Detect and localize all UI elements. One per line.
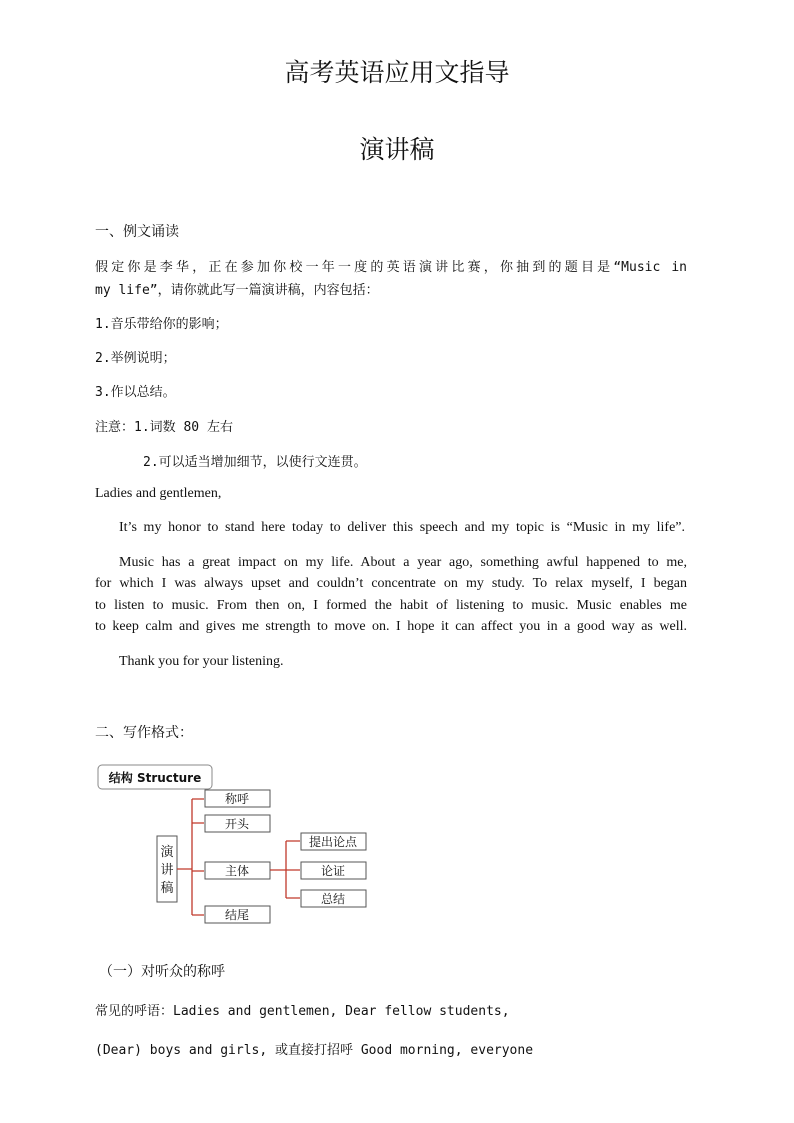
prompt-line: 假定你是李华，正在参加你校一年一度的英语演讲比赛，你抽到的题目是“Music in (95, 260, 687, 275)
requirement-item: 1.音乐带给你的影响； (95, 317, 228, 332)
essay-paragraph: It’s my honor to stand here today to deliver this speech and my topic is “Music in my life”. (119, 520, 685, 535)
note-item: 注意：1.词数 80 左右 (95, 420, 233, 435)
diagram-body-part-label: 论证 (320, 864, 346, 878)
diagram-connector-body (270, 841, 300, 898)
requirement-item: 3.作以总结。 (95, 385, 176, 400)
essay-greeting: Ladies and gentlemen, (95, 486, 222, 501)
prompt-line: my life”，请你就此写一篇演讲稿，内容包括： (95, 283, 379, 298)
subsection-heading: （一）对听众的称呼 (99, 964, 225, 980)
diagram-part-label: 称呼 (224, 792, 250, 806)
essay-paragraph-line: to listen to music. From then on, I formed the habit of listening to music. Music enables me (95, 598, 687, 613)
note-item: 2.可以适当增加细节，以使行文连贯。 (143, 455, 367, 470)
essay-closing: Thank you for your listening. (119, 654, 284, 669)
essay-paragraph-line: to keep calm and gives me strength to move on. I hope it can affect you in a good way as well. (95, 619, 687, 634)
page-subtitle: 演讲稿 (359, 135, 435, 164)
diagram-body-part-label: 提出论点 (308, 835, 358, 849)
diagram-root-char: 稿 (160, 881, 174, 896)
diagram-part-label: 开头 (224, 817, 250, 831)
requirement-item: 2.举例说明； (95, 351, 176, 366)
structure-diagram (96, 762, 386, 930)
diagram-root-char: 演 (160, 845, 174, 860)
diagram-part-label: 结尾 (224, 908, 250, 922)
diagram-root-char: 讲 (160, 863, 174, 878)
diagram-body-part-label: 总结 (320, 892, 346, 906)
page-title: 高考英语应用文指导 (284, 58, 510, 87)
subsection-line: 常见的呼语：Ladies and gentlemen, Dear fellow students, (95, 1004, 510, 1019)
diagram-part-label: 主体 (224, 864, 250, 878)
subsection-line: (Dear) boys and girls, 或直接打招呼 Good morning, everyone (95, 1043, 534, 1058)
diagram-header-label: 结构 Structure (108, 771, 202, 785)
essay-paragraph-line: for which I was always upset and couldn’t concentrate on my study. To relax myself, I began (95, 576, 687, 591)
section-heading-format: 二、写作格式： (95, 725, 193, 741)
diagram-connector-main (177, 799, 204, 915)
essay-paragraph-line: Music has a great impact on my life. About a year ago, something awful happened to me, (119, 555, 687, 570)
section-heading-example: 一、例文诵读 (95, 224, 179, 240)
